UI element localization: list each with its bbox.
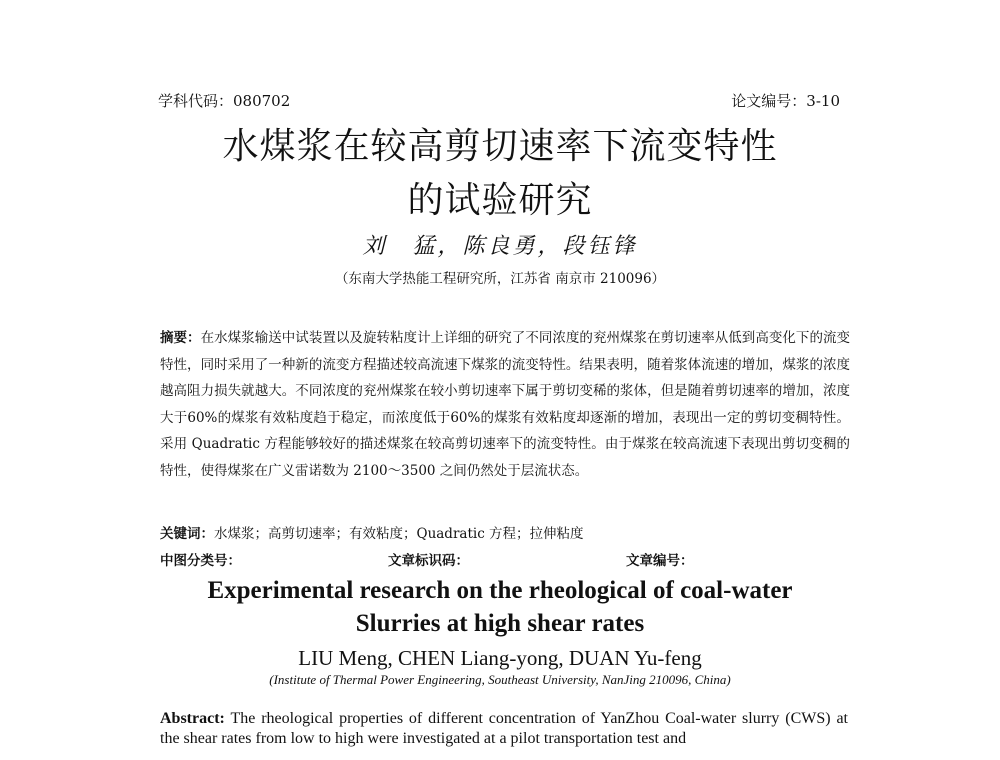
paper-number: 论文编号：3-10 [731,92,840,110]
chinese-keywords-label: 关键词： [160,526,214,542]
chinese-abstract-label: 摘要： [160,330,201,346]
english-affiliation: (Institute of Thermal Power Engineering, Southeast University, NanJing 210096, China) [269,672,731,687]
chinese-title-line-1: 水煤浆在较高剪切速率下流变特性 [222,126,778,167]
clc-label: 中图分类号： [160,553,241,569]
english-title-line-2: Slurries at high shear rates [355,610,645,637]
classification-line [160,549,860,569]
chinese-abstract-text: 在水煤浆输送中试装置以及旋转粘度计上详细的研究了不同浓度的兖州煤浆在剪切速率从低到高变化下的流变特性，同时采用了一种新的流变方程描述较高流速下煤浆的流变特性。结果表明，随着浆体流速的增加，煤浆的浓度越高阻力损失就越大。不同浓度的兖州煤浆在较小剪切速率下属于剪切变稀的浆体，但是随着剪切速率的增加，浓度大于60%的煤浆有效粘度趋于稳定，而浓度低于60%的煤浆有效粘度却逐渐的增加，表现出一定的剪切变稠特性。采用 Quadratic 方程能够较好的描述煤浆在较高剪切速率下的流变特性。由于煤浆在较高流速下表现出剪切变稠的特性，使得煤浆在广义雷诺数为 2100～3500 之间仍然处于层流状态。 [160,330,851,479]
chinese-abstract [160,325,850,484]
chinese-title-line-2: 的试验研究 [407,180,593,221]
subject-code: 学科代码：080702 [158,92,291,110]
english-abstract [160,709,848,749]
english-abstract-text: The rheological properties of different concentration of YanZhou Coal-water slurry (CWS) at the shear rates from low to high were investigated at a pilot transportation test and [160,710,848,747]
document-code-label: 文章标识码： [388,553,469,569]
english-title-line-1: Experimental research on the rheological of coal-water [207,577,793,604]
chinese-affiliation: （东南大学热能工程研究所，江苏省 南京市 210096） [334,271,666,287]
english-abstract-label: Abstract: [160,710,225,727]
article-number-label: 文章编号： [626,553,694,569]
english-authors: LIU Meng, CHEN Liang-yong, DUAN Yu-feng [298,646,702,670]
chinese-keywords [160,522,584,542]
chinese-keywords-text: 水煤浆；高剪切速率；有效粘度；Quadratic 方程；拉伸粘度 [214,526,584,542]
chinese-authors: 刘 猛，陈良勇，段钰锋 [362,234,638,259]
